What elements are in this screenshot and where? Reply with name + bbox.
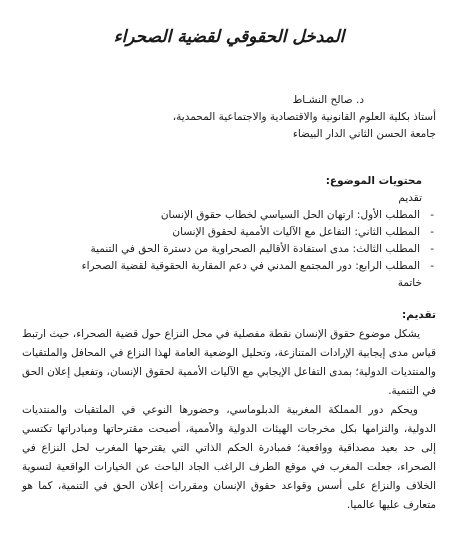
toc-heading: محتويات الموضوع:: [325, 175, 422, 187]
toc-dash: -: [430, 243, 434, 255]
author-affiliation-line-1: أستاذ بكلية العلوم القانونية والاقتصادية والاجتماعية المحمدية،: [172, 111, 436, 123]
author-name: د. صالح النشـاط: [292, 94, 364, 106]
toc-intro: تقديم: [398, 192, 422, 204]
toc-item-label: المطلب الرابع: دور المجتمع المدني في دعم المقاربة الحقوقية لقضية الصحراء: [81, 260, 420, 272]
document-title: المدخل الحقوقي لقضية الصحراء: [113, 27, 345, 47]
section-heading: تقديم:: [402, 309, 436, 321]
author-affiliation-line-2: جامعة الحسن الثاني الدار البيضاء: [292, 128, 436, 140]
toc-outro: خاتمة: [397, 277, 422, 289]
toc-dash: -: [430, 226, 434, 238]
toc-item: [22, 207, 436, 224]
table-of-contents: [22, 173, 436, 292]
toc-item: [22, 224, 436, 241]
introduction-section: [22, 306, 436, 515]
toc-list: [22, 207, 436, 275]
paragraph-2: ويحكم دور المملكة المغربية الدبلوماسي، وحضورها النوعي في الملتقيات والمنتديات الدولية، والتزامها بكل مخرجات الهيئات الدولية والأممية، أصبحت مقترحاتها ومبادراتها تكتسي إلى حد بعيد مصداقية وواقعية؛ فمبادرة الحكم الذاتي التي يقترحها المغرب لحل النزاع في الصحراء، جعلت المغرب في موقع الطرف الراغب الجاد الباحث عن الخيارات الواقعية لتسوية الخلاف والنزاع على أسس وقواعد حقوق الإنسان ومقررات إعلان الحق في التنمية، كما هو متعارف عليها عالميا.: [22, 404, 436, 511]
toc-item: [22, 241, 436, 258]
toc-dash: -: [430, 209, 434, 221]
toc-item: [22, 258, 436, 275]
author-block: [22, 92, 436, 143]
toc-item-label: المطلب الثاني: التفاعل مع الآليات الأممية لحقوق الإنسان: [172, 226, 420, 238]
paragraph-1: يشكل موضوع حقوق الإنسان نقطة مفصلية في محل النزاع حول قضية الصحراء، حيث ارتبط قياس مدى إيجابية الإرادات المتنازعة، وتحليل الوضعية العامة لهذا النزاع في المحافل والملتقيات والمنتديات الدولية؛ بمدى التفاعل الإيجابي مع الآليات الأممية لحقوق الإنسان، وتفعيل إعلان الحق في التنمية.: [22, 328, 436, 397]
toc-item-label: المطلب الأول: ارتهان الحل السياسي لخطاب حقوق الإنسان: [160, 209, 420, 221]
toc-item-label: المطلب الثالث: مدى استفادة الأقاليم الصحراوية من دسترة الحق في التنمية: [90, 243, 420, 255]
toc-dash: -: [430, 260, 434, 272]
